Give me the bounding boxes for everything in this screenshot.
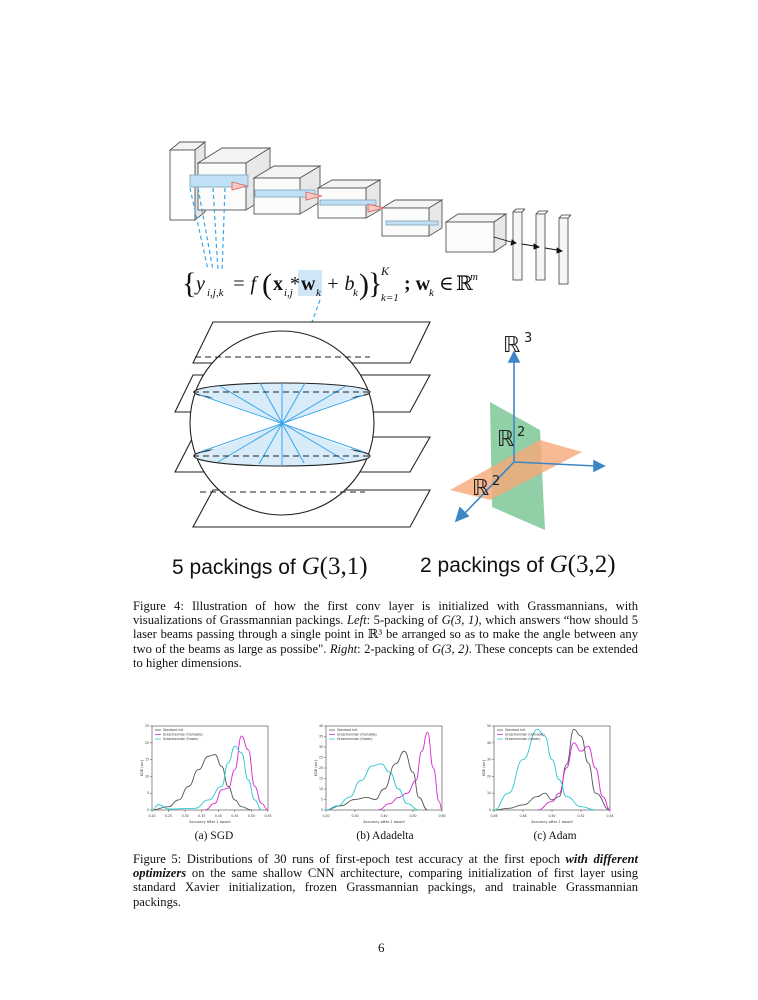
y-tick-label: 0 <box>488 808 491 812</box>
dense-layers <box>513 209 571 284</box>
left-title-text: 5 packings of <box>172 556 302 579</box>
label-r2-green: ℝ <box>497 427 515 452</box>
fig5-text-1: Distributions of 30 runs of first-epoch test accuracy at the first epoch <box>186 852 566 866</box>
y-tick-label: 20 <box>144 740 149 745</box>
y-tick-label: 40 <box>318 724 323 728</box>
left-title-math <box>302 553 368 580</box>
x-tick-label: 0.54 <box>606 814 614 818</box>
y-tick-label: 10 <box>318 787 323 791</box>
y-tick-label: 0 <box>146 808 149 812</box>
figure-4-caption <box>133 599 638 670</box>
eq-w-sub: k <box>316 287 321 299</box>
conv-block-5 <box>446 214 506 252</box>
x-tick-label: 0.46 <box>490 814 498 818</box>
eq-close-brace: } <box>368 267 383 300</box>
eq-f: = f <box>232 273 257 295</box>
eq-semi-w: ; w <box>404 273 431 295</box>
label-r2-green-sup: 2 <box>517 425 526 440</box>
x-tick-label: 0.50 <box>247 814 255 818</box>
conv-block-2 <box>254 166 320 214</box>
eq-open-brace: { <box>182 267 197 300</box>
fig4-g31: G(3, 1) <box>441 613 479 628</box>
g31-packing-diagram <box>175 322 430 527</box>
y-tick-label: 50 <box>486 724 491 728</box>
eq-paren-open: ( <box>262 268 272 301</box>
right-title-math <box>550 551 616 578</box>
x-tick-label: 0.20 <box>148 814 156 818</box>
legend-entry: Standard Init <box>337 728 358 733</box>
y-tick-label: 5 <box>320 797 323 802</box>
y-tick-label: 15 <box>318 776 323 781</box>
y-tick-label: 25 <box>144 724 149 728</box>
y-tick-label: 15 <box>144 757 149 762</box>
subcaption-adadelta: (b) Adadelta <box>356 830 414 842</box>
x-tick-label: 0.35 <box>198 814 206 818</box>
eq-plus-b: + b <box>326 273 355 295</box>
legend-entry: Grassmannian (frozen) <box>505 737 541 742</box>
eq-x-sub: i,j <box>284 287 293 299</box>
left-title-G: G <box>301 553 320 580</box>
fig4-label: Figure 4: <box>133 599 192 613</box>
x-tick-label: 0.20 <box>322 814 330 818</box>
y-tick-label: 20 <box>318 766 323 770</box>
kde-plot-adadelta <box>314 722 448 824</box>
label-r2-orange-sup: 2 <box>492 474 501 489</box>
y-tick-label: 20 <box>486 774 491 779</box>
legend-entry: Grassmannian (trainable) <box>505 732 545 737</box>
x-axis-label: Accuracy after 1 epoch <box>531 820 573 824</box>
page-number: 6 <box>378 940 385 955</box>
y-tick-label: 10 <box>144 774 149 779</box>
left-title-args: (3,1) <box>319 553 368 580</box>
fig4-text-4: : 2-packing of <box>357 641 432 656</box>
eq-b-sub: k <box>353 287 358 299</box>
layer-equation <box>182 264 478 304</box>
x-tick-label: 0.40 <box>380 814 388 818</box>
subcaption-adam: (c) Adam <box>533 830 577 842</box>
conv-block-4 <box>382 200 442 236</box>
kde-plot-sgd <box>140 722 274 824</box>
eq-x: x <box>273 273 283 295</box>
y-tick-label: 35 <box>318 734 323 739</box>
legend-entry: Standard Init <box>163 728 184 733</box>
legend-entry: Grassmannian (frozen) <box>337 737 373 742</box>
y-tick-label: 40 <box>486 740 491 745</box>
fig4-text-2: : 5-packing of <box>366 613 442 628</box>
y-axis-label: KDE (arr) <box>482 759 486 777</box>
y-tick-label: 30 <box>486 757 491 762</box>
legend-entry: Grassmannian (trainable) <box>337 732 377 737</box>
fig4-g32: G(3, 2) <box>431 641 469 656</box>
eq-y-sub: i,j,k <box>207 287 224 299</box>
label-r2-orange: ℝ <box>472 476 490 501</box>
conv-block-3 <box>318 180 380 218</box>
g32-packing-diagram <box>450 331 604 530</box>
y-tick-label: 10 <box>486 791 491 796</box>
x-tick-label: 0.25 <box>165 814 173 818</box>
legend-entry: Grassmannian (trainable) <box>163 732 203 737</box>
eq-in: ∈ <box>439 273 454 295</box>
fig4-left-label: Left <box>347 613 367 628</box>
figure-5-caption <box>133 852 638 909</box>
label-r3-sup: 3 <box>524 331 533 346</box>
x-tick-label: 0.40 <box>214 814 222 818</box>
x-axis-label: Accuracy after 1 epoch <box>363 820 405 824</box>
eq-semi-w-sub: k <box>429 287 434 299</box>
kde-plot-adam <box>482 722 616 824</box>
eq-w: w <box>301 273 316 295</box>
y-tick-label: 30 <box>318 745 323 749</box>
x-tick-label: 0.55 <box>264 814 272 818</box>
right-title-G: G <box>549 551 568 578</box>
eq-R: ℝ <box>456 273 473 295</box>
right-title-args: (3,2) <box>567 551 616 578</box>
eq-star: * <box>290 273 300 295</box>
x-tick-label: 0.48 <box>519 814 527 818</box>
x-tick-label: 0.50 <box>409 814 417 818</box>
x-tick-label: 0.60 <box>438 814 446 818</box>
x-tick-label: 0.30 <box>181 814 189 818</box>
right-panel-title <box>420 551 616 579</box>
x-tick-label: 0.52 <box>577 814 585 818</box>
subcaption-sgd: (a) SGD <box>194 830 234 842</box>
fig5-text-2: on the same shallow CNN architecture, comparing initialization of first layer using standard Xavier initialization, frozen Grassmannian packings, and trainable Grassmannian packings. <box>133 866 638 909</box>
fig4-text-3: , which answers “how should 5 laser beams passing through a single point in ℝ³ be arranged so as to make the angle between any two of the beams as large as possibe". <box>133 613 639 656</box>
eq-paren-close: ) <box>359 268 369 301</box>
x-axis-label: Accuracy after 1 epoch <box>189 820 231 824</box>
legend-entry: Standard Init <box>505 728 526 733</box>
fig4-text-5: . These concepts can be extended to higher dimensions. <box>133 641 638 670</box>
x-tick-label: 0.50 <box>548 814 556 818</box>
right-title-text: 2 packings of <box>420 554 550 577</box>
fig4-text-1: Illustration of how the first conv layer is initialized with Grassmannians, with visualizations of Grassmannian packings. <box>133 599 638 628</box>
fig5-emphasis: with different optimizers <box>133 852 638 881</box>
y-tick-label: 0 <box>320 808 323 812</box>
y-axis-label: KDE (arr) <box>314 759 318 777</box>
eq-R-sup: m <box>470 271 478 283</box>
x-tick-label: 0.30 <box>351 814 359 818</box>
y-tick-label: 25 <box>318 755 323 760</box>
label-r3: ℝ <box>503 333 521 358</box>
eq-y: y <box>196 273 205 295</box>
eq-sub-k1: k=1 <box>381 292 399 304</box>
eq-sup-k: K <box>381 264 390 278</box>
cnn-architecture-diagram <box>170 142 571 284</box>
fig4-right-label: Right <box>329 641 358 656</box>
y-tick-label: 5 <box>146 791 149 796</box>
legend-entry: Grassmannian (frozen) <box>163 737 199 742</box>
x-tick-label: 0.45 <box>231 814 239 818</box>
left-panel-title <box>172 553 368 581</box>
y-axis-label: KDE (arr) <box>140 759 144 777</box>
fig5-label: Figure 5: <box>133 852 187 866</box>
